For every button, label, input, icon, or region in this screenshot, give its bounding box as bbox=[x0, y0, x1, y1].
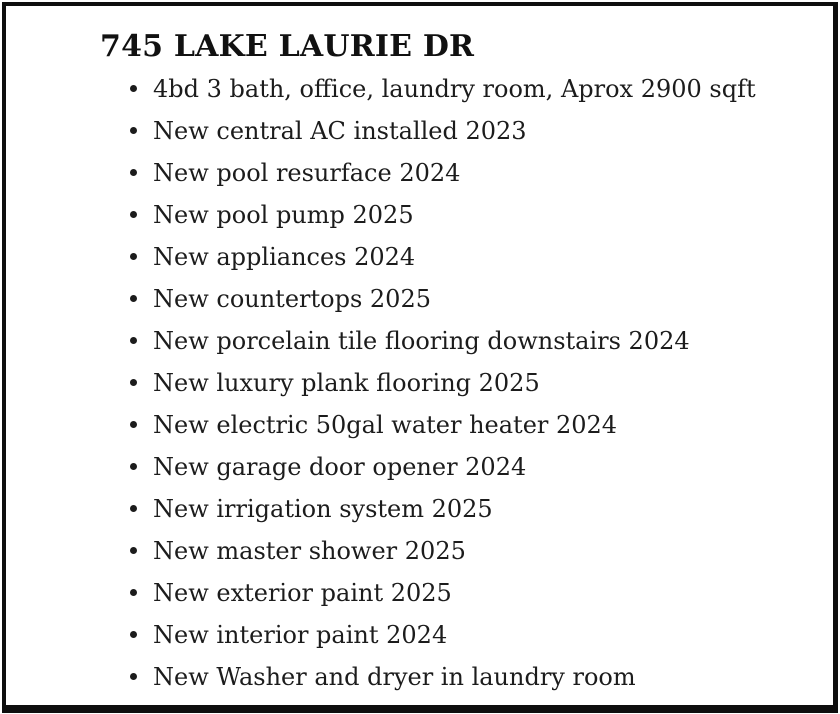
list-item: New master shower 2025 bbox=[6, 530, 833, 572]
property-address-title: 745 LAKE LAURIE DR bbox=[100, 29, 475, 64]
list-item: New porcelain tile flooring downstairs 2024 bbox=[6, 320, 833, 362]
list-item: New irrigation system 2025 bbox=[6, 488, 833, 530]
feature-list bbox=[6, 68, 833, 698]
list-item: New pool pump 2025 bbox=[6, 194, 833, 236]
list-item: New countertops 2025 bbox=[6, 278, 833, 320]
list-item: New exterior paint 2025 bbox=[6, 572, 833, 614]
list-item: New pool resurface 2024 bbox=[6, 152, 833, 194]
list-item: New garage door opener 2024 bbox=[6, 446, 833, 488]
list-item: New electric 50gal water heater 2024 bbox=[6, 404, 833, 446]
list-item: New interior paint 2024 bbox=[6, 614, 833, 656]
document-border-frame bbox=[2, 2, 838, 713]
list-item: New central AC installed 2023 bbox=[6, 110, 833, 152]
list-item: New luxury plank flooring 2025 bbox=[6, 362, 833, 404]
list-item: New appliances 2024 bbox=[6, 236, 833, 278]
list-item: New Washer and dryer in laundry room bbox=[6, 656, 833, 698]
list-item: 4bd 3 bath, office, laundry room, Aprox 2900 sqft bbox=[6, 68, 833, 110]
